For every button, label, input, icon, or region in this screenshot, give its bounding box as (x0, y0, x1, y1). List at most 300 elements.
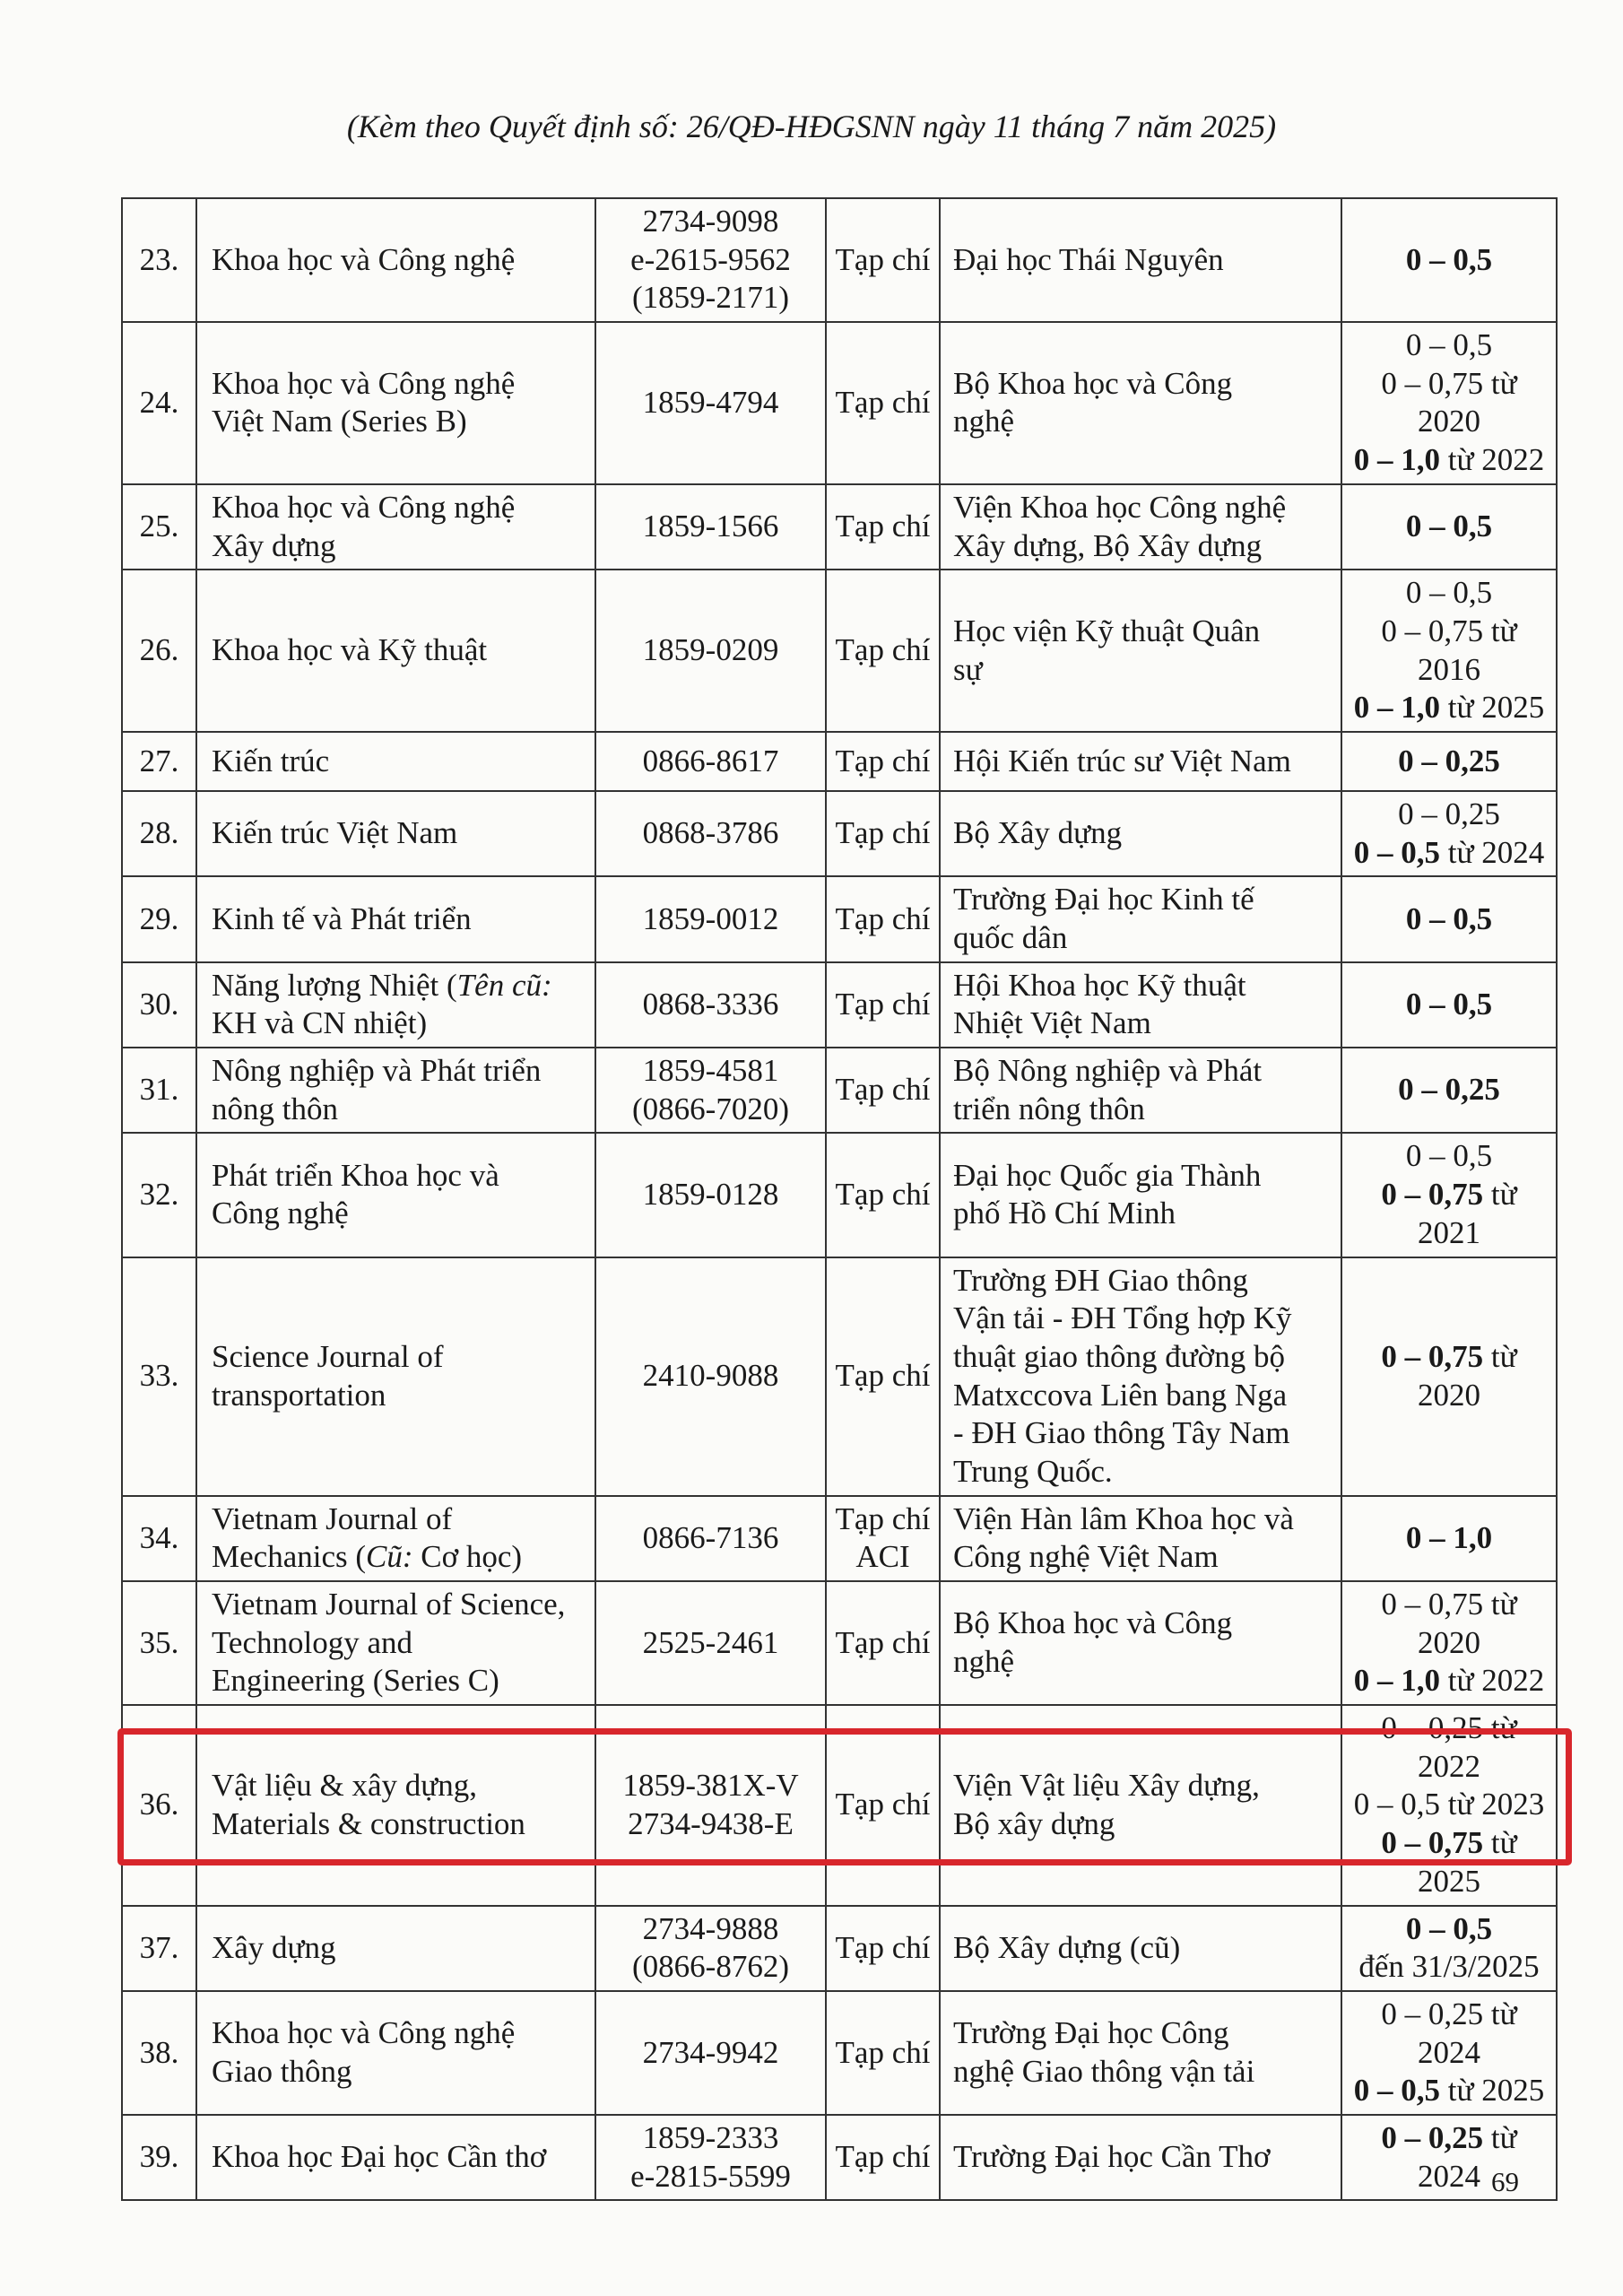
score-line (1348, 986, 1550, 1024)
score-text: 0 – 0,75 (1381, 1338, 1484, 1374)
publisher-cell (940, 322, 1341, 484)
publication-type: Tạp chí (835, 241, 931, 277)
score-cell (1341, 1991, 1557, 2115)
issn-value: 2734-9438-E (628, 1805, 794, 1841)
publisher-line: Hội Kiến trúc sư Việt Nam (953, 743, 1291, 778)
journal-name-text: Cơ học) (412, 1539, 523, 1575)
journal-name-line (212, 1662, 586, 1700)
publisher-line: Đại học Quốc gia Thành (953, 1157, 1262, 1193)
publisher-line: Trung Quốc. (953, 1453, 1113, 1489)
publication-type: Tạp chí (835, 2139, 931, 2175)
publisher-line: Viện Khoa học Công nghệ (953, 489, 1287, 525)
publisher-line: Công nghệ Việt Nam (953, 1539, 1219, 1575)
type-cell (826, 484, 940, 570)
journal-name-cell (196, 2115, 595, 2200)
publisher-line: Bộ xây dựng (953, 1805, 1115, 1841)
publisher-line: Viện Vật liệu Xây dựng, (953, 1768, 1260, 1804)
score-cell (1341, 1133, 1557, 1257)
journal-name-text: Khoa học Đại học Cần thơ (212, 2139, 547, 2175)
type-cell (826, 1257, 940, 1496)
score-text: 0 – 0,75 (1381, 1177, 1484, 1213)
journal-name-text: Kiến trúc (212, 743, 330, 778)
score-line (1348, 834, 1550, 873)
journal-name-cell (196, 1496, 595, 1581)
row-number: 27. (122, 732, 196, 791)
score-text: 0 – 1,0 (1353, 1663, 1441, 1699)
type-cell (826, 1906, 940, 1991)
publisher-cell (940, 484, 1341, 570)
journal-name-line (212, 527, 586, 566)
journal-name-line (212, 1586, 586, 1624)
row-number: 36. (122, 1705, 196, 1905)
score-cell (1341, 198, 1557, 322)
publisher-line: Vận tải - ĐH Tổng hợp Kỹ (953, 1300, 1292, 1336)
issn-cell (595, 1496, 826, 1581)
journal-name-cell (196, 1581, 595, 1705)
journal-name-text: Cũ: (366, 1539, 413, 1575)
publisher-line: Bộ Nông nghiệp và Phát (953, 1053, 1263, 1089)
row-number: 26. (122, 570, 196, 732)
publisher-line: Bộ Khoa học và Công (953, 365, 1233, 401)
publication-type: Tạp chí (835, 1500, 931, 1536)
journal-name-text: Khoa học và Công nghệ (212, 489, 516, 525)
score-line (1348, 1824, 1550, 1900)
publisher-line: Viện Hàn lâm Khoa học và (953, 1500, 1294, 1536)
score-line (1348, 1338, 1550, 1414)
type-cell (826, 1991, 940, 2115)
row-number: 25. (122, 484, 196, 570)
type-cell (826, 1133, 940, 1257)
score-line (1348, 900, 1550, 939)
publisher-line: Bộ Khoa học và Công (953, 1605, 1233, 1641)
score-line (1348, 743, 1550, 781)
journal-name-text: Khoa học và Kỹ thuật (212, 632, 488, 668)
score-line (1348, 365, 1550, 441)
issn-value: 2734-9942 (642, 2034, 779, 2070)
publisher-line: phố Hồ Chí Minh (953, 1196, 1176, 1231)
journal-name-text: Kinh tế và Phát triển (212, 900, 472, 936)
publisher-cell (940, 1991, 1341, 2115)
publication-type: Tạp chí (835, 2034, 931, 2070)
issn-value: 2734-9098 (642, 204, 779, 239)
issn-value: 2410-9088 (642, 1358, 779, 1394)
journal-name-cell (196, 1048, 595, 1133)
journal-name-text: Vật liệu & xây dựng, (212, 1768, 477, 1804)
score-cell (1341, 2115, 1557, 2200)
issn-cell (595, 1048, 826, 1133)
table-row (122, 1991, 1557, 2115)
journal-name-line (212, 1500, 586, 1539)
score-line (1348, 1662, 1550, 1700)
score-cell (1341, 1705, 1557, 1905)
issn-cell (595, 791, 826, 876)
journal-name-line (212, 743, 586, 781)
type-cell (826, 732, 940, 791)
row-number: 38. (122, 1991, 196, 2115)
issn-value: (1859-2171) (632, 280, 789, 316)
publication-type: Tạp chí (835, 509, 931, 544)
type-cell (826, 962, 940, 1048)
row-number: 37. (122, 1906, 196, 1991)
journal-name-line (212, 1624, 586, 1663)
journal-name-line (212, 2053, 586, 2092)
journal-name-line (212, 1338, 586, 1377)
score-text: từ 2025 (1418, 1825, 1517, 1899)
publisher-line: Matxccova Liên bang Nga (953, 1377, 1288, 1413)
issn-value: e-2615-9562 (630, 241, 791, 277)
journal-name-line (212, 489, 586, 527)
row-number: 33. (122, 1257, 196, 1496)
score-line (1348, 1948, 1550, 1987)
score-line (1348, 326, 1550, 365)
issn-value: 1859-0012 (642, 900, 779, 936)
score-text: 0 – 0,5 (1405, 575, 1493, 611)
issn-value: (0866-7020) (632, 1091, 789, 1126)
issn-value: (0866-8762) (632, 1949, 789, 1985)
publisher-cell (940, 1906, 1341, 1991)
type-cell (826, 198, 940, 322)
row-number: 34. (122, 1496, 196, 1581)
journal-name-cell (196, 876, 595, 961)
score-text: 0 – 0,75 (1381, 1825, 1484, 1861)
journal-name-cell (196, 732, 595, 791)
journal-name-text: Việt Nam (Series B) (212, 404, 467, 439)
publisher-line: - ĐH Giao thông Tây Nam (953, 1415, 1290, 1451)
journal-name-line (212, 1805, 586, 1844)
journal-name-line (212, 1538, 586, 1577)
journal-name-line (212, 1929, 586, 1968)
issn-cell (595, 1906, 826, 1991)
journal-name-text: Materials & construction (212, 1805, 525, 1841)
score-line (1348, 689, 1550, 727)
journal-name-text: Engineering (Series C) (212, 1663, 499, 1699)
issn-value: 1859-0209 (642, 632, 779, 668)
journal-name-text: nông thôn (212, 1091, 338, 1126)
score-text: 0 – 0,75 từ 2020 (1381, 365, 1517, 439)
publisher-cell (940, 732, 1341, 791)
publication-type: Tạp chí (835, 900, 931, 936)
journal-name-line (212, 1157, 586, 1196)
journal-name-text: Science Journal of (212, 1338, 444, 1374)
score-text: 0 – 1,0 (1405, 1519, 1493, 1555)
journal-name-line (212, 1195, 586, 1233)
score-text: 0 – 0,25 từ 2022 (1381, 1710, 1517, 1784)
type-cell (826, 1581, 940, 1705)
journal-name-line (212, 403, 586, 441)
publication-type: Tạp chí (835, 632, 931, 668)
score-text: 0 – 0,5 (1353, 834, 1441, 870)
publisher-line: Trường Đại học Kinh tế (953, 882, 1254, 918)
score-text: 0 – 0,25 (1398, 1072, 1500, 1108)
publication-type: Tạp chí (835, 1787, 931, 1822)
journal-name-line (212, 2014, 586, 2053)
issn-value: 1859-381X-V (622, 1768, 799, 1804)
issn-cell (595, 1257, 826, 1496)
issn-cell (595, 2115, 826, 2200)
score-cell (1341, 962, 1557, 1048)
journal-name-line (212, 1091, 586, 1129)
score-text: 0 – 0,5 (1405, 327, 1493, 363)
table-row (122, 791, 1557, 876)
issn-cell (595, 962, 826, 1048)
score-line (1348, 796, 1550, 834)
score-cell (1341, 484, 1557, 570)
score-text: 0 – 0,75 từ 2016 (1381, 613, 1517, 687)
score-line (1348, 1071, 1550, 1109)
journal-name-text: Mechanics ( (212, 1539, 367, 1575)
journal-name-text: Xây dựng (212, 527, 336, 563)
issn-cell (595, 322, 826, 484)
journal-name-cell (196, 1257, 595, 1496)
score-cell (1341, 1048, 1557, 1133)
score-line (1348, 2072, 1550, 2110)
type-cell (826, 791, 940, 876)
publisher-line: Đại học Thái Nguyên (953, 241, 1224, 277)
score-cell (1341, 1906, 1557, 1991)
journal-name-cell (196, 1906, 595, 1991)
journal-name-cell (196, 1991, 595, 2115)
journal-name-text: Xây dựng (212, 1929, 336, 1965)
score-text: 0 – 0,5 (1405, 1910, 1493, 1946)
table-row (122, 570, 1557, 732)
journal-name-text: Công nghệ (212, 1196, 349, 1231)
journal-name-text: Vietnam Journal of Science, (212, 1587, 566, 1622)
journal-name-text: KH và CN nhiệt) (212, 1005, 428, 1041)
score-cell (1341, 570, 1557, 732)
publisher-line: Trường Đại học Công (953, 2015, 1229, 2051)
row-number: 35. (122, 1581, 196, 1705)
score-text: từ 2022 (1440, 442, 1545, 478)
issn-cell (595, 484, 826, 570)
journal-name-line (212, 1767, 586, 1805)
publisher-line: Hội Khoa học Kỹ thuật (953, 967, 1246, 1003)
score-text: 0 – 0,5 (1353, 2073, 1441, 2109)
journal-name-text: Tên cũ: (456, 967, 552, 1003)
issn-value: 1859-4581 (642, 1053, 779, 1089)
score-text: từ 2024 (1440, 834, 1545, 870)
journal-name-text: Giao thông (212, 2053, 352, 2089)
publisher-line: thuật giao thông đường bộ (953, 1338, 1285, 1374)
score-text: 0 – 0,25 (1398, 796, 1500, 831)
table-row (122, 1906, 1557, 1991)
issn-cell (595, 1991, 826, 2115)
publisher-cell (940, 198, 1341, 322)
table-row (122, 962, 1557, 1048)
table-row (122, 1496, 1557, 1581)
type-cell (826, 876, 940, 961)
score-text: 0 – 1,0 (1353, 442, 1441, 478)
journal-name-line (212, 241, 586, 280)
score-cell (1341, 791, 1557, 876)
issn-cell (595, 198, 826, 322)
publisher-line: Bộ Xây dựng (cũ) (953, 1929, 1181, 1965)
row-number: 24. (122, 322, 196, 484)
publisher-cell (940, 1581, 1341, 1705)
publication-type: Tạp chí (835, 1929, 931, 1965)
score-line (1348, 508, 1550, 546)
score-cell (1341, 876, 1557, 961)
type-cell (826, 1496, 940, 1581)
issn-value: 2525-2461 (642, 1624, 779, 1660)
journal-name-line (212, 1004, 586, 1043)
journal-name-line (212, 2138, 586, 2177)
issn-value: 0868-3336 (642, 987, 779, 1022)
publication-type: Tạp chí (835, 815, 931, 851)
publisher-line: Xây dựng, Bộ Xây dựng (953, 527, 1263, 563)
journal-name-text: transportation (212, 1377, 386, 1413)
score-line (1348, 1586, 1550, 1662)
score-text: từ 2022 (1440, 1663, 1545, 1699)
journal-name-line (212, 365, 586, 404)
publication-type: Tạp chí (835, 987, 931, 1022)
score-line (1348, 613, 1550, 689)
journal-name-line (212, 1052, 586, 1091)
publisher-line: Học viện Kỹ thuật Quân (953, 613, 1261, 648)
journal-name-text: Nông nghiệp và Phát triển (212, 1053, 542, 1089)
row-number: 23. (122, 198, 196, 322)
publisher-cell (940, 791, 1341, 876)
table-row (122, 1133, 1557, 1257)
score-cell (1341, 1581, 1557, 1705)
issn-cell (595, 1133, 826, 1257)
publisher-cell (940, 1257, 1341, 1496)
page-number: 69 (1491, 2166, 1519, 2197)
journal-name-text: Kiến trúc Việt Nam (212, 815, 458, 851)
journal-name-cell (196, 1133, 595, 1257)
journal-name-text: Technology and (212, 1624, 413, 1660)
publisher-cell (940, 1048, 1341, 1133)
issn-value: 2734-9888 (642, 1910, 779, 1946)
publication-type: Tạp chí (835, 1072, 931, 1108)
type-cell (826, 1705, 940, 1905)
issn-value: 1859-4794 (642, 385, 779, 421)
publisher-line: Bộ Xây dựng (953, 815, 1123, 851)
journal-name-cell (196, 322, 595, 484)
score-line (1348, 2119, 1550, 2196)
score-cell (1341, 1257, 1557, 1496)
journal-name-line (212, 900, 586, 939)
publisher-line: nghệ (953, 1644, 1015, 1680)
score-line (1348, 1519, 1550, 1558)
score-text: 0 – 0,5 (1405, 1138, 1493, 1174)
issn-cell (595, 1581, 826, 1705)
publisher-line: triển nông thôn (953, 1091, 1145, 1126)
score-cell (1341, 732, 1557, 791)
issn-cell (595, 876, 826, 961)
publisher-line: Trường Đại học Cần Thơ (953, 2139, 1271, 2175)
issn-value: 1859-1566 (642, 509, 779, 544)
score-text: 0 – 0,5 (1405, 900, 1493, 936)
score-text: từ 2020 (1418, 1338, 1517, 1413)
publisher-cell (940, 1133, 1341, 1257)
score-line (1348, 574, 1550, 613)
issn-cell (595, 732, 826, 791)
score-text: 0 – 1,0 (1353, 690, 1441, 726)
score-line (1348, 441, 1550, 480)
row-number: 29. (122, 876, 196, 961)
publication-type: Tạp chí (835, 1177, 931, 1213)
row-number: 30. (122, 962, 196, 1048)
score-text: từ 2025 (1440, 690, 1545, 726)
publisher-line: Nhiệt Việt Nam (953, 1005, 1151, 1041)
publication-type: Tạp chí (835, 1624, 931, 1660)
journal-name-cell (196, 198, 595, 322)
publisher-cell (940, 1705, 1341, 1905)
publisher-line: sự (953, 651, 983, 687)
score-line (1348, 1709, 1550, 1786)
score-text: 0 – 0,25 từ 2024 (1381, 1996, 1517, 2070)
score-text: từ 2025 (1440, 2073, 1545, 2109)
table-row (122, 732, 1557, 791)
issn-value: 1859-0128 (642, 1177, 779, 1213)
journal-table (121, 197, 1558, 2201)
publisher-cell (940, 2115, 1341, 2200)
type-cell (826, 2115, 940, 2200)
table-row (122, 2115, 1557, 2200)
issn-value: 0866-7136 (642, 1519, 779, 1555)
row-number: 31. (122, 1048, 196, 1133)
publisher-cell (940, 876, 1341, 961)
score-line (1348, 1996, 1550, 2072)
journal-name-text: Khoa học và Công nghệ (212, 2015, 516, 2051)
score-text: 0 – 0,75 từ 2020 (1381, 1587, 1517, 1660)
publisher-cell (940, 570, 1341, 732)
score-text: 0 – 0,5 (1405, 241, 1493, 277)
journal-name-line (212, 814, 586, 853)
score-line (1348, 1910, 1550, 1949)
score-text: đến 31/3/2025 (1358, 1949, 1540, 1985)
issn-cell (595, 570, 826, 732)
score-text: từ 2021 (1418, 1177, 1517, 1250)
publisher-line: quốc dân (953, 920, 1068, 955)
score-cell (1341, 322, 1557, 484)
publisher-line: nghệ Giao thông vận tải (953, 2053, 1255, 2089)
score-text: 0 – 0,5 từ 2023 (1353, 1787, 1545, 1822)
row-number: 39. (122, 2115, 196, 2200)
issn-value: 1859-2333 (642, 2119, 779, 2155)
score-text: 0 – 0,5 (1405, 987, 1493, 1022)
table-row (122, 1257, 1557, 1496)
issn-value: 0868-3786 (642, 815, 779, 851)
journal-name-line (212, 967, 586, 1005)
score-text: 0 – 0,5 (1405, 509, 1493, 544)
document-header: (Kèm theo Quyết định số: 26/QĐ-HĐGSNN ngày 11 tháng 7 năm 2025) (346, 109, 1277, 144)
journal-name-cell (196, 962, 595, 1048)
score-text: 0 – 0,25 (1381, 2119, 1484, 2155)
table-row (122, 876, 1557, 961)
issn-value: 0866-8617 (642, 743, 779, 778)
journal-name-cell (196, 791, 595, 876)
score-text: từ 2024 (1418, 2119, 1517, 2194)
table-row (122, 1048, 1557, 1133)
type-cell (826, 570, 940, 732)
publisher-cell (940, 962, 1341, 1048)
journal-name-cell (196, 484, 595, 570)
publisher-cell (940, 1496, 1341, 1581)
type-cell (826, 1048, 940, 1133)
score-text: 0 – 0,25 (1398, 743, 1500, 778)
row-number: 32. (122, 1133, 196, 1257)
journal-name-line (212, 1377, 586, 1415)
publication-type: Tạp chí (835, 385, 931, 421)
journal-name-text: Vietnam Journal of (212, 1500, 453, 1536)
score-line (1348, 1786, 1550, 1824)
journal-name-line (212, 631, 586, 670)
journal-name-text: Năng lượng Nhiệt ( (212, 967, 457, 1003)
publication-type: Tạp chí (835, 1358, 931, 1394)
score-line (1348, 1137, 1550, 1176)
table-row (122, 198, 1557, 322)
